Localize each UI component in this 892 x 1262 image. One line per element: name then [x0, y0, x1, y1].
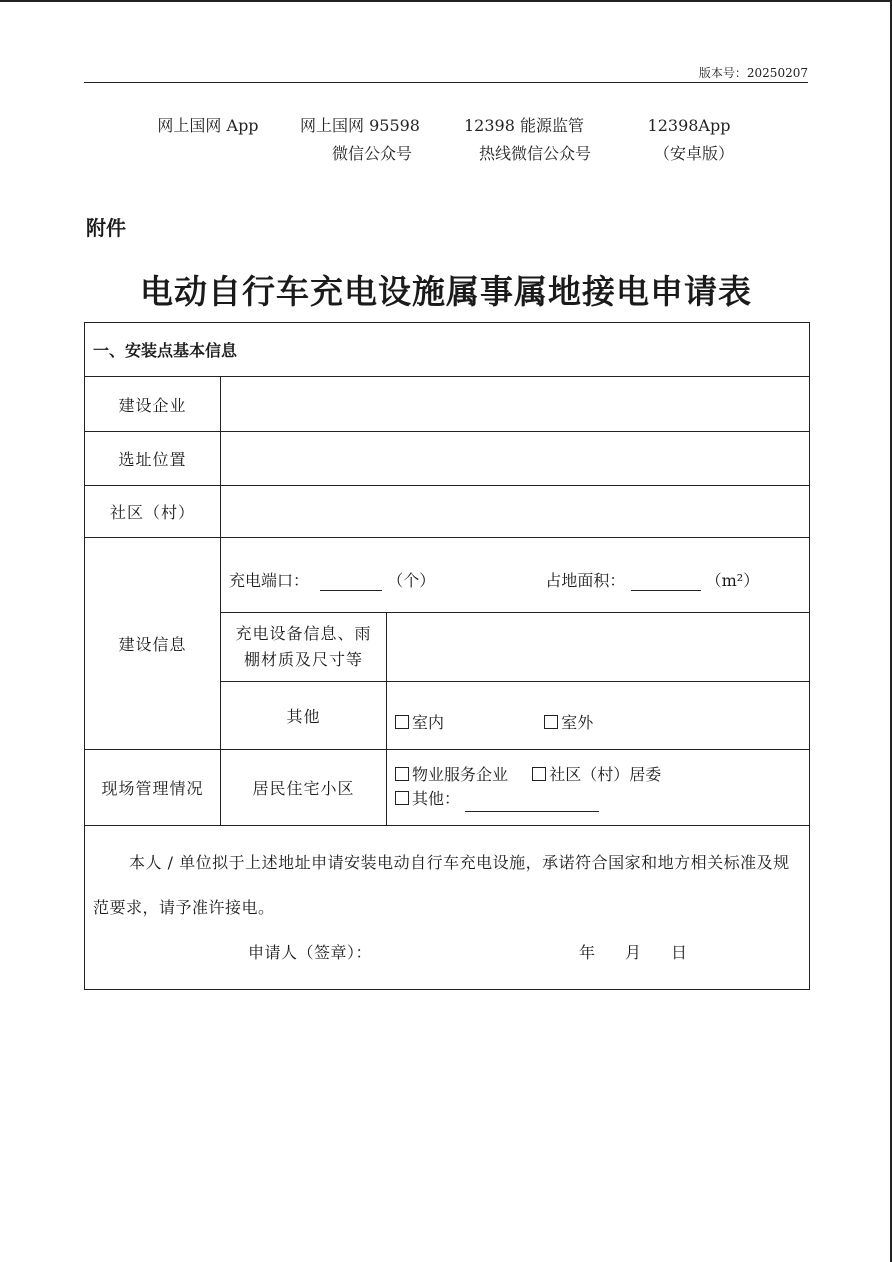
app-item-12398-wechat: [454, 112, 594, 168]
outdoor-checkbox[interactable]: [544, 715, 558, 729]
committee-checkbox[interactable]: [532, 767, 546, 781]
date-year: 年: [579, 943, 596, 962]
app-item-12398-android: [634, 112, 744, 168]
page-title: 电动自行车充电设施属事属地接电申请表: [140, 272, 752, 311]
ports-unit: （个）: [387, 570, 436, 590]
app-item-line1: 网上国网 App: [157, 116, 259, 135]
committee-option[interactable]: [532, 765, 661, 784]
residential-label: 居民住宅小区: [221, 750, 387, 826]
community-field[interactable]: [221, 486, 810, 538]
equipment-label-line2: 棚材质及尺寸等: [243, 650, 363, 669]
section-header: 一、安装点基本信息: [85, 323, 810, 377]
company-label: 建设企业: [85, 377, 221, 432]
other-label: 其他: [221, 682, 387, 750]
site-mgmt-label: 现场管理情况: [85, 750, 221, 826]
app-item-line1: 12398 能源监管: [464, 116, 584, 135]
community-label: 社区（村）: [85, 486, 221, 538]
outdoor-option[interactable]: [544, 713, 593, 732]
management-options: [387, 750, 810, 826]
outdoor-label: 室外: [561, 713, 594, 732]
ports-label: 充电端口：: [229, 570, 310, 590]
application-form: [84, 322, 810, 990]
area-label: 占地面积：: [545, 570, 626, 590]
app-item-line1: 12398App: [647, 116, 731, 135]
app-item-line2: （安卓版）: [653, 144, 734, 163]
signature-row: [93, 930, 801, 975]
applicant-label: 申请人（签章）：: [248, 943, 373, 962]
declaration-cell: [85, 826, 810, 990]
area-input[interactable]: [631, 571, 701, 591]
header-rule: [84, 82, 808, 83]
other-mgmt-checkbox[interactable]: [395, 791, 409, 805]
indoor-option[interactable]: [395, 713, 444, 732]
page-edge-top: [0, 0, 892, 2]
app-item-line1: 网上国网 95598: [300, 116, 420, 135]
company-field[interactable]: [221, 377, 810, 432]
ports-input[interactable]: [320, 571, 382, 591]
other-mgmt-label: 其他：: [412, 789, 461, 808]
indoor-checkbox[interactable]: [395, 715, 409, 729]
build-info-label: 建设信息: [85, 538, 221, 750]
location-label: 选址位置: [85, 432, 221, 486]
other-mgmt-input[interactable]: [465, 787, 599, 812]
placement-options: [387, 682, 810, 750]
version-number: 版本号：20250207: [698, 66, 808, 80]
app-item-line2: 微信公众号: [331, 144, 412, 163]
date-month: 月: [625, 943, 642, 962]
other-mgmt-option[interactable]: [395, 789, 460, 808]
app-item-line2: 热线微信公众号: [478, 144, 591, 163]
ports-area-row: [221, 538, 810, 613]
app-list: [84, 112, 808, 172]
app-item-sgcc: [148, 112, 268, 140]
equipment-field[interactable]: [387, 613, 810, 682]
property-checkbox[interactable]: [395, 767, 409, 781]
indoor-label: 室内: [412, 713, 445, 732]
date-day: 日: [671, 943, 688, 962]
equipment-label-line1: 充电设备信息、雨: [235, 624, 372, 643]
attachment-label: 附件: [86, 216, 126, 240]
app-item-95598: [290, 112, 430, 168]
property-label: 物业服务企业: [412, 765, 509, 784]
equipment-label: [221, 613, 387, 682]
location-field[interactable]: [221, 432, 810, 486]
committee-label: 社区（村）居委: [549, 765, 662, 784]
property-option[interactable]: [395, 765, 508, 784]
declaration-text: 本人 / 单位拟于上述地址申请安装电动自行车充电设施，承诺符合国家和地方相关标准及规范要求，请予准许接电。: [93, 853, 790, 917]
area-unit: （m²）: [705, 570, 760, 590]
